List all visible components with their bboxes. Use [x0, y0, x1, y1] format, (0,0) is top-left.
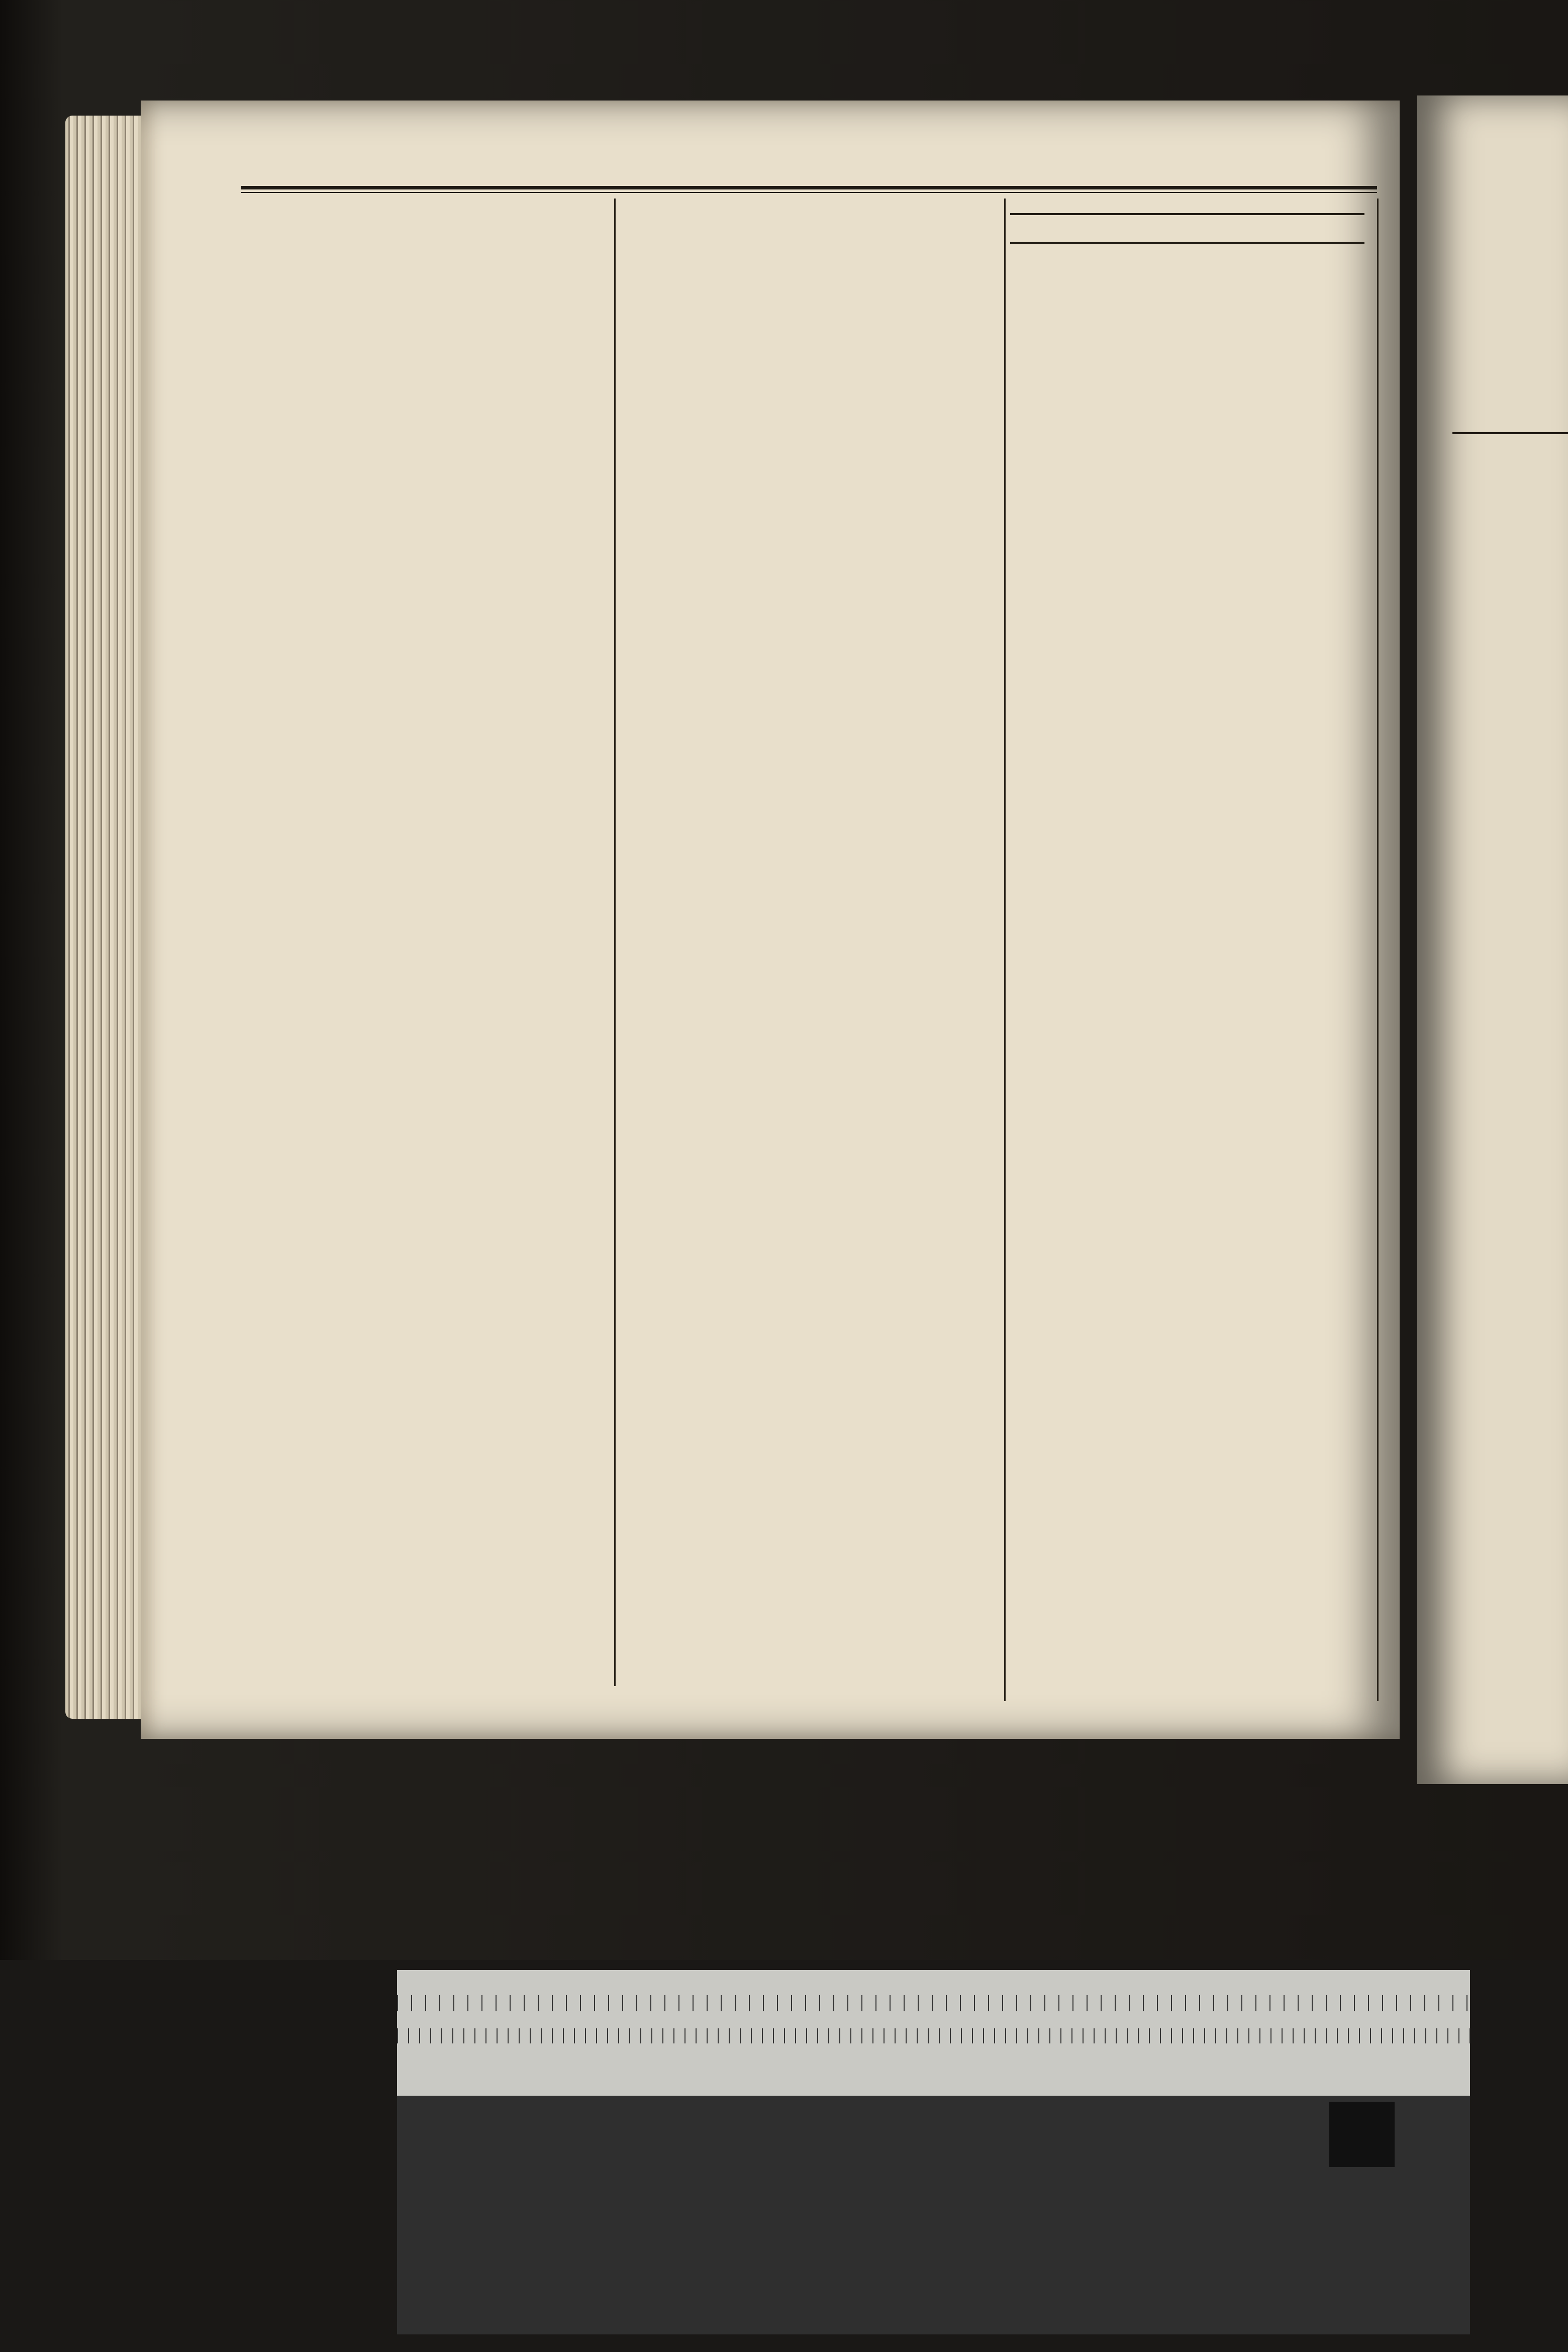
patch-label — [397, 2176, 516, 2201]
right-page-text — [1455, 482, 1568, 1689]
right-page-rule — [1452, 432, 1568, 434]
cm-ticks — [397, 2028, 1470, 2043]
danes-picta-logo — [1329, 2102, 1395, 2167]
patch-label — [755, 2176, 874, 2201]
patch-label — [1232, 2176, 1351, 2201]
financial-box — [1010, 213, 1364, 244]
ruler — [397, 1970, 1470, 2096]
header-rule — [241, 186, 1377, 189]
column-3 — [1010, 201, 1364, 1714]
column-1 — [244, 201, 598, 1704]
header-rule-thin — [241, 192, 1377, 193]
patch-label — [635, 2176, 754, 2201]
patch-label — [874, 2176, 993, 2201]
patch-label — [993, 2176, 1112, 2201]
patch-label — [1351, 2176, 1470, 2201]
column-divider — [1377, 199, 1379, 1701]
patch-row-light — [397, 2206, 1470, 2294]
column-divider — [614, 199, 616, 1686]
colour-chart — [397, 1970, 1470, 2334]
patch-label — [516, 2176, 635, 2201]
patch-labels — [397, 2176, 1470, 2201]
column-2 — [621, 201, 975, 1704]
inch-ticks — [397, 1995, 1470, 2011]
patch-label — [1112, 2176, 1231, 2201]
patch-row-dark — [397, 2294, 1470, 2334]
book-page-edges — [65, 116, 146, 1719]
column-divider — [1004, 199, 1006, 1701]
